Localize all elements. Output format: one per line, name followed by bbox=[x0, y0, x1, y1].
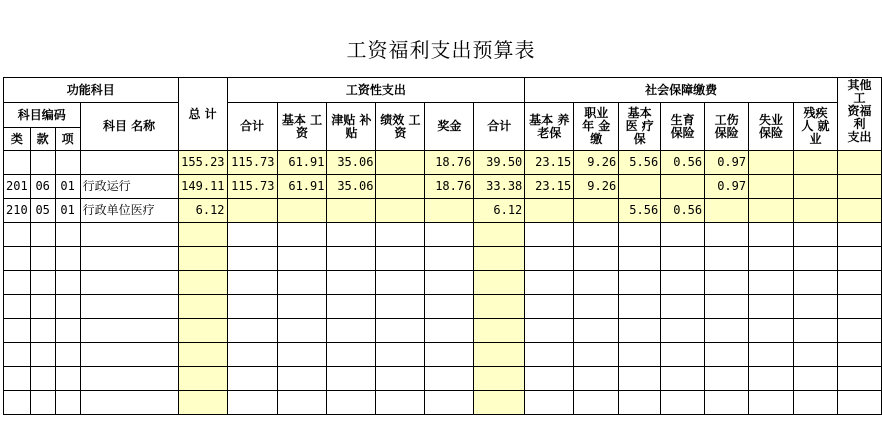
empty-cell bbox=[425, 271, 474, 295]
empty-cell bbox=[794, 367, 838, 391]
empty-cell bbox=[574, 223, 619, 247]
table-row bbox=[4, 175, 882, 199]
cell-perf bbox=[376, 175, 425, 199]
cell-wage_sum: 115.73 bbox=[227, 151, 277, 175]
cell-disabled bbox=[794, 151, 838, 175]
empty-cell bbox=[837, 223, 881, 247]
cell-total: 6.12 bbox=[178, 199, 227, 223]
cell-allow bbox=[327, 199, 376, 223]
empty-table-row bbox=[4, 247, 882, 271]
empty-cell bbox=[80, 271, 178, 295]
cell-other bbox=[837, 151, 881, 175]
empty-cell bbox=[525, 319, 574, 343]
cell-medical: 5.56 bbox=[619, 151, 661, 175]
empty-cell bbox=[30, 319, 55, 343]
empty-cell bbox=[55, 271, 80, 295]
empty-table-row bbox=[4, 343, 882, 367]
empty-cell bbox=[705, 319, 749, 343]
cell-total: 155.23 bbox=[178, 151, 227, 175]
empty-cell bbox=[4, 367, 31, 391]
cell-unemp bbox=[749, 175, 794, 199]
cell-medical bbox=[619, 175, 661, 199]
empty-cell bbox=[227, 295, 277, 319]
empty-cell bbox=[178, 391, 227, 415]
empty-cell bbox=[376, 343, 425, 367]
empty-cell bbox=[794, 391, 838, 415]
header-pension: 基本 养 老保 bbox=[525, 103, 574, 151]
empty-cell bbox=[55, 367, 80, 391]
empty-cell bbox=[80, 343, 178, 367]
cell-name: 行政单位医疗 bbox=[80, 199, 178, 223]
empty-cell bbox=[525, 343, 574, 367]
empty-cell bbox=[327, 271, 376, 295]
empty-table-row bbox=[4, 271, 882, 295]
cell-kuan bbox=[30, 151, 55, 175]
empty-cell bbox=[574, 319, 619, 343]
empty-cell bbox=[327, 223, 376, 247]
empty-cell bbox=[661, 343, 705, 367]
cell-xiang: 01 bbox=[55, 175, 80, 199]
empty-cell bbox=[4, 295, 31, 319]
empty-cell bbox=[837, 247, 881, 271]
empty-cell bbox=[80, 223, 178, 247]
cell-bonus: 18.76 bbox=[425, 151, 474, 175]
cell-unemp bbox=[749, 151, 794, 175]
header-maternity: 生育 保险 bbox=[661, 103, 705, 151]
header-allowance: 津贴 补贴 bbox=[327, 103, 376, 151]
header-xiang: 项 bbox=[55, 128, 80, 151]
empty-cell bbox=[227, 367, 277, 391]
empty-cell bbox=[227, 391, 277, 415]
empty-cell bbox=[55, 247, 80, 271]
cell-disabled bbox=[794, 175, 838, 199]
empty-cell bbox=[30, 343, 55, 367]
empty-cell bbox=[425, 391, 474, 415]
cell-wage_sum bbox=[227, 199, 277, 223]
empty-cell bbox=[277, 319, 327, 343]
empty-cell bbox=[525, 391, 574, 415]
header-wage-group: 工资性支出 bbox=[227, 78, 525, 103]
empty-cell bbox=[277, 247, 327, 271]
header-other-welfare: 其他 工 资福 利 支出 bbox=[837, 78, 881, 151]
empty-cell bbox=[749, 271, 794, 295]
empty-cell bbox=[425, 343, 474, 367]
header-injury: 工伤 保险 bbox=[705, 103, 749, 151]
cell-xiang: 01 bbox=[55, 199, 80, 223]
empty-cell bbox=[619, 367, 661, 391]
empty-cell bbox=[227, 319, 277, 343]
empty-cell bbox=[661, 247, 705, 271]
empty-table-row bbox=[4, 319, 882, 343]
empty-cell bbox=[376, 295, 425, 319]
empty-cell bbox=[619, 391, 661, 415]
cell-maternity: 0.56 bbox=[661, 151, 705, 175]
header-kuan: 款 bbox=[30, 128, 55, 151]
empty-cell bbox=[574, 391, 619, 415]
empty-cell bbox=[749, 247, 794, 271]
empty-cell bbox=[749, 391, 794, 415]
empty-cell bbox=[80, 247, 178, 271]
empty-cell bbox=[794, 343, 838, 367]
empty-cell bbox=[705, 295, 749, 319]
empty-cell bbox=[705, 367, 749, 391]
empty-cell bbox=[178, 319, 227, 343]
empty-cell bbox=[4, 271, 31, 295]
empty-cell bbox=[80, 367, 178, 391]
cell-basic bbox=[277, 199, 327, 223]
cell-pension: 23.15 bbox=[525, 151, 574, 175]
empty-cell bbox=[749, 319, 794, 343]
empty-cell bbox=[474, 367, 525, 391]
header-total: 总 计 bbox=[178, 78, 227, 151]
empty-cell bbox=[837, 271, 881, 295]
empty-cell bbox=[574, 295, 619, 319]
empty-cell bbox=[327, 367, 376, 391]
cell-name bbox=[80, 151, 178, 175]
cell-pension: 23.15 bbox=[525, 175, 574, 199]
cell-ss_sum: 33.38 bbox=[474, 175, 525, 199]
empty-table-row bbox=[4, 367, 882, 391]
empty-cell bbox=[574, 271, 619, 295]
empty-cell bbox=[277, 271, 327, 295]
empty-cell bbox=[574, 343, 619, 367]
header-disabled-employment: 残疾 人 就业 bbox=[794, 103, 838, 151]
empty-cell bbox=[794, 295, 838, 319]
empty-cell bbox=[837, 343, 881, 367]
empty-cell bbox=[55, 295, 80, 319]
empty-cell bbox=[525, 223, 574, 247]
cell-maternity: 0.56 bbox=[661, 199, 705, 223]
empty-cell bbox=[80, 295, 178, 319]
empty-cell bbox=[4, 391, 31, 415]
empty-cell bbox=[227, 271, 277, 295]
empty-cell bbox=[474, 319, 525, 343]
empty-cell bbox=[749, 223, 794, 247]
cell-ss_sum: 6.12 bbox=[474, 199, 525, 223]
empty-cell bbox=[425, 247, 474, 271]
empty-cell bbox=[30, 271, 55, 295]
empty-cell bbox=[705, 247, 749, 271]
empty-cell bbox=[277, 367, 327, 391]
empty-cell bbox=[55, 391, 80, 415]
empty-table-row bbox=[4, 295, 882, 319]
empty-cell bbox=[376, 367, 425, 391]
empty-cell bbox=[178, 223, 227, 247]
empty-cell bbox=[525, 247, 574, 271]
header-lei: 类 bbox=[4, 128, 31, 151]
budget-table bbox=[3, 77, 882, 415]
empty-cell bbox=[474, 343, 525, 367]
cell-maternity bbox=[661, 175, 705, 199]
empty-cell bbox=[474, 271, 525, 295]
cell-lei bbox=[4, 151, 31, 175]
empty-cell bbox=[705, 271, 749, 295]
header-bonus: 奖金 bbox=[425, 103, 474, 151]
empty-table-row bbox=[4, 391, 882, 415]
cell-total: 149.11 bbox=[178, 175, 227, 199]
header-performance-wage: 绩效 工资 bbox=[376, 103, 425, 151]
empty-cell bbox=[749, 367, 794, 391]
cell-injury: 0.97 bbox=[705, 175, 749, 199]
cell-perf bbox=[376, 199, 425, 223]
empty-cell bbox=[30, 391, 55, 415]
empty-cell bbox=[474, 223, 525, 247]
empty-cell bbox=[30, 247, 55, 271]
empty-cell bbox=[4, 247, 31, 271]
empty-cell bbox=[327, 319, 376, 343]
table-row bbox=[4, 199, 882, 223]
cell-lei: 201 bbox=[4, 175, 31, 199]
cell-disabled bbox=[794, 199, 838, 223]
empty-cell bbox=[80, 319, 178, 343]
empty-cell bbox=[794, 319, 838, 343]
empty-cell bbox=[30, 295, 55, 319]
empty-cell bbox=[474, 295, 525, 319]
empty-cell bbox=[30, 223, 55, 247]
cell-name: 行政运行 bbox=[80, 175, 178, 199]
empty-cell bbox=[525, 295, 574, 319]
empty-cell bbox=[661, 271, 705, 295]
empty-cell bbox=[705, 391, 749, 415]
empty-cell bbox=[425, 319, 474, 343]
cell-xiang bbox=[55, 151, 80, 175]
empty-cell bbox=[55, 223, 80, 247]
empty-cell bbox=[178, 295, 227, 319]
empty-cell bbox=[425, 367, 474, 391]
empty-cell bbox=[619, 343, 661, 367]
empty-cell bbox=[425, 295, 474, 319]
empty-cell bbox=[661, 295, 705, 319]
cell-pension bbox=[525, 199, 574, 223]
empty-cell bbox=[837, 367, 881, 391]
cell-annuity bbox=[574, 199, 619, 223]
empty-cell bbox=[277, 295, 327, 319]
cell-kuan: 05 bbox=[30, 199, 55, 223]
empty-cell bbox=[55, 343, 80, 367]
header-medical: 基本 医 疗保 bbox=[619, 103, 661, 151]
header-unemployment: 失业 保险 bbox=[749, 103, 794, 151]
empty-cell bbox=[574, 367, 619, 391]
empty-cell bbox=[794, 247, 838, 271]
cell-ss_sum: 39.50 bbox=[474, 151, 525, 175]
cell-basic: 61.91 bbox=[277, 151, 327, 175]
empty-cell bbox=[4, 343, 31, 367]
header-annuity: 职业 年 金缴 bbox=[574, 103, 619, 151]
empty-cell bbox=[525, 367, 574, 391]
cell-wage_sum: 115.73 bbox=[227, 175, 277, 199]
empty-table-row bbox=[4, 223, 882, 247]
empty-cell bbox=[327, 247, 376, 271]
empty-cell bbox=[525, 271, 574, 295]
empty-cell bbox=[376, 319, 425, 343]
empty-cell bbox=[619, 319, 661, 343]
empty-cell bbox=[837, 391, 881, 415]
empty-cell bbox=[474, 247, 525, 271]
empty-cell bbox=[619, 295, 661, 319]
empty-cell bbox=[619, 247, 661, 271]
empty-cell bbox=[749, 343, 794, 367]
cell-lei: 210 bbox=[4, 199, 31, 223]
cell-other bbox=[837, 175, 881, 199]
cell-allow: 35.06 bbox=[327, 151, 376, 175]
cell-basic: 61.91 bbox=[277, 175, 327, 199]
cell-allow: 35.06 bbox=[327, 175, 376, 199]
empty-cell bbox=[178, 247, 227, 271]
empty-cell bbox=[794, 223, 838, 247]
empty-cell bbox=[661, 319, 705, 343]
empty-cell bbox=[376, 223, 425, 247]
empty-cell bbox=[376, 271, 425, 295]
cell-perf bbox=[376, 151, 425, 175]
empty-cell bbox=[227, 247, 277, 271]
empty-cell bbox=[474, 391, 525, 415]
empty-cell bbox=[178, 271, 227, 295]
empty-cell bbox=[425, 223, 474, 247]
empty-cell bbox=[376, 391, 425, 415]
header-ss-sum: 合计 bbox=[474, 103, 525, 151]
empty-cell bbox=[178, 367, 227, 391]
empty-cell bbox=[80, 391, 178, 415]
empty-cell bbox=[327, 295, 376, 319]
empty-cell bbox=[837, 319, 881, 343]
empty-cell bbox=[794, 271, 838, 295]
empty-cell bbox=[749, 295, 794, 319]
cell-medical: 5.56 bbox=[619, 199, 661, 223]
header-social-security-group: 社会保障缴费 bbox=[525, 78, 838, 103]
cell-injury: 0.97 bbox=[705, 151, 749, 175]
page-title: 工资福利支出预算表 bbox=[346, 38, 536, 62]
empty-cell bbox=[705, 343, 749, 367]
empty-cell bbox=[227, 223, 277, 247]
cell-kuan: 06 bbox=[30, 175, 55, 199]
empty-cell bbox=[4, 319, 31, 343]
cell-unemp bbox=[749, 199, 794, 223]
header-basic-wage: 基本 工资 bbox=[277, 103, 327, 151]
empty-cell bbox=[619, 271, 661, 295]
empty-cell bbox=[661, 223, 705, 247]
empty-cell bbox=[661, 391, 705, 415]
header-wage-sum: 合计 bbox=[227, 103, 277, 151]
cell-annuity: 9.26 bbox=[574, 175, 619, 199]
empty-cell bbox=[30, 367, 55, 391]
empty-cell bbox=[619, 223, 661, 247]
empty-cell bbox=[574, 247, 619, 271]
empty-cell bbox=[661, 367, 705, 391]
empty-cell bbox=[277, 223, 327, 247]
cell-annuity: 9.26 bbox=[574, 151, 619, 175]
empty-cell bbox=[327, 391, 376, 415]
table-row bbox=[4, 151, 882, 175]
empty-cell bbox=[277, 343, 327, 367]
empty-cell bbox=[227, 343, 277, 367]
empty-cell bbox=[178, 343, 227, 367]
empty-cell bbox=[55, 319, 80, 343]
empty-cell bbox=[705, 223, 749, 247]
header-subject-code: 科目编码 bbox=[4, 103, 81, 128]
cell-bonus: 18.76 bbox=[425, 175, 474, 199]
empty-cell bbox=[4, 223, 31, 247]
cell-other bbox=[837, 199, 881, 223]
cell-injury bbox=[705, 199, 749, 223]
header-function-subject: 功能科目 bbox=[4, 78, 179, 103]
cell-bonus bbox=[425, 199, 474, 223]
empty-cell bbox=[327, 343, 376, 367]
empty-cell bbox=[277, 391, 327, 415]
empty-cell bbox=[837, 295, 881, 319]
header-subject-name: 科目 名称 bbox=[80, 103, 178, 151]
empty-cell bbox=[376, 247, 425, 271]
